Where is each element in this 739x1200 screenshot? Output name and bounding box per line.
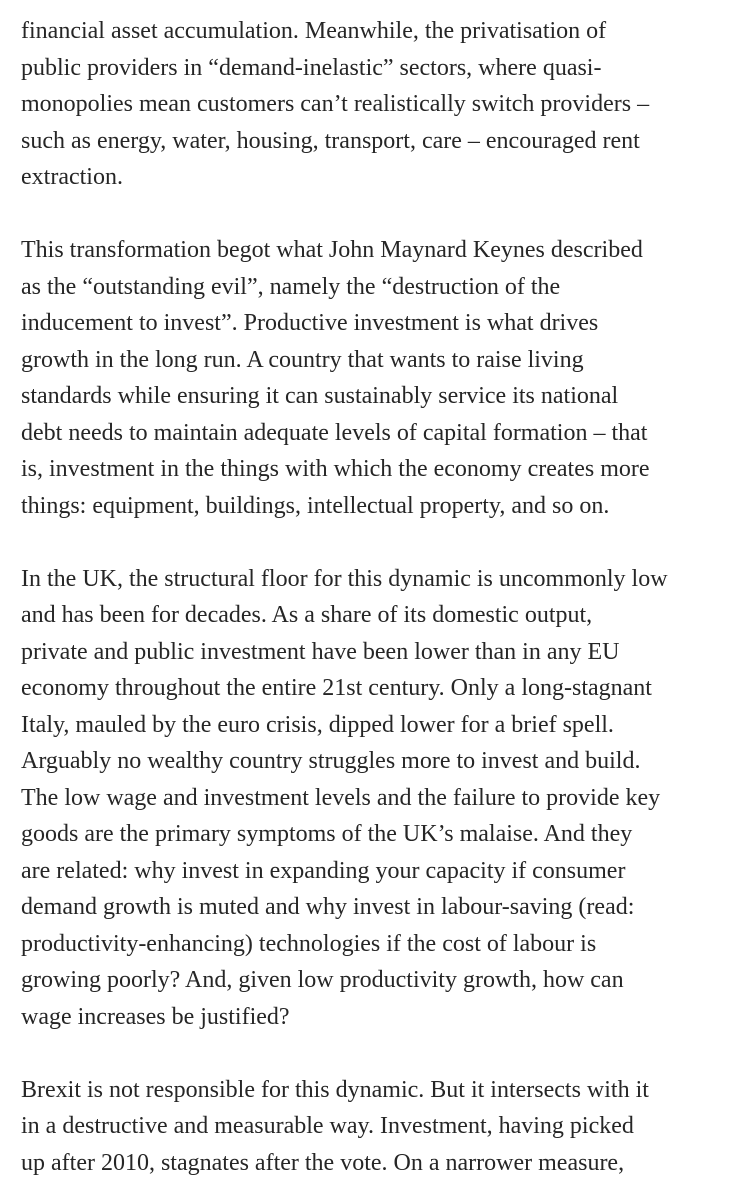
paragraph-privatisation xyxy=(21,13,717,196)
text-line: productivity-enhancing) technologies if the cost of labour is xyxy=(21,930,597,957)
text-line: In the UK, the structural floor for this dynamic is uncommonly low xyxy=(21,565,668,592)
text-line: as the “outstanding evil”, namely the “destruction of the xyxy=(21,273,561,300)
text-line: financial asset accumulation. Meanwhile, the privatisation of xyxy=(21,18,607,44)
text-line: is, investment in the things with which the economy creates more xyxy=(21,456,650,482)
text-line: in a destructive and measurable way. Investment, having picked xyxy=(21,1113,634,1139)
text-line: things: equipment, buildings, intellectual property, and so on. xyxy=(21,492,610,519)
text-line: public providers in “demand-inelastic” sectors, where quasi- xyxy=(21,54,602,81)
text-line: demand growth is muted and why invest in labour-saving (read: xyxy=(21,894,635,920)
text-line: Arguably no wealthy country struggles more to invest and build. xyxy=(21,748,641,774)
text-line: inducement to invest”. Productive investment is what drives xyxy=(21,310,599,336)
text-line: Brexit is not responsible for this dynamic. But it intersects with it xyxy=(21,1076,649,1103)
text-line: economy throughout the entire 21st century. Only a long-stagnant xyxy=(21,675,652,701)
text-line: debt needs to maintain adequate levels of capital formation – that xyxy=(21,419,648,446)
text-line: standards while ensuring it can sustainably service its national xyxy=(21,383,619,409)
paragraph-keynes xyxy=(21,232,717,524)
text-line: and has been for decades. As a share of its domestic output, xyxy=(21,602,593,628)
text-line: private and public investment have been lower than in any EU xyxy=(21,638,620,665)
paragraph-brexit xyxy=(21,1072,717,1182)
text-line: up after 2010, stagnates after the vote. On a narrower measure, xyxy=(21,1149,625,1176)
text-line: goods are the primary symptoms of the UK’s malaise. And they xyxy=(21,821,633,847)
text-line: growth in the long run. A country that wants to raise living xyxy=(21,346,584,373)
text-line: This transformation begot what John Maynard Keynes described xyxy=(21,237,643,263)
text-line: The low wage and investment levels and the failure to provide key xyxy=(21,784,661,811)
text-line: Italy, mauled by the euro crisis, dipped lower for a brief spell. xyxy=(21,711,614,738)
text-line: such as energy, water, housing, transport, care – encouraged rent xyxy=(21,127,640,154)
paragraph-uk-investment xyxy=(21,561,717,1036)
text-line: are related: why invest in expanding your capacity if consumer xyxy=(21,857,626,884)
text-line: growing poorly? And, given low productivity growth, how can xyxy=(21,967,624,993)
text-line: extraction. xyxy=(21,164,123,190)
text-line: monopolies mean customers can’t realistically switch providers – xyxy=(21,91,650,117)
text-line: wage increases be justified? xyxy=(21,1003,290,1030)
